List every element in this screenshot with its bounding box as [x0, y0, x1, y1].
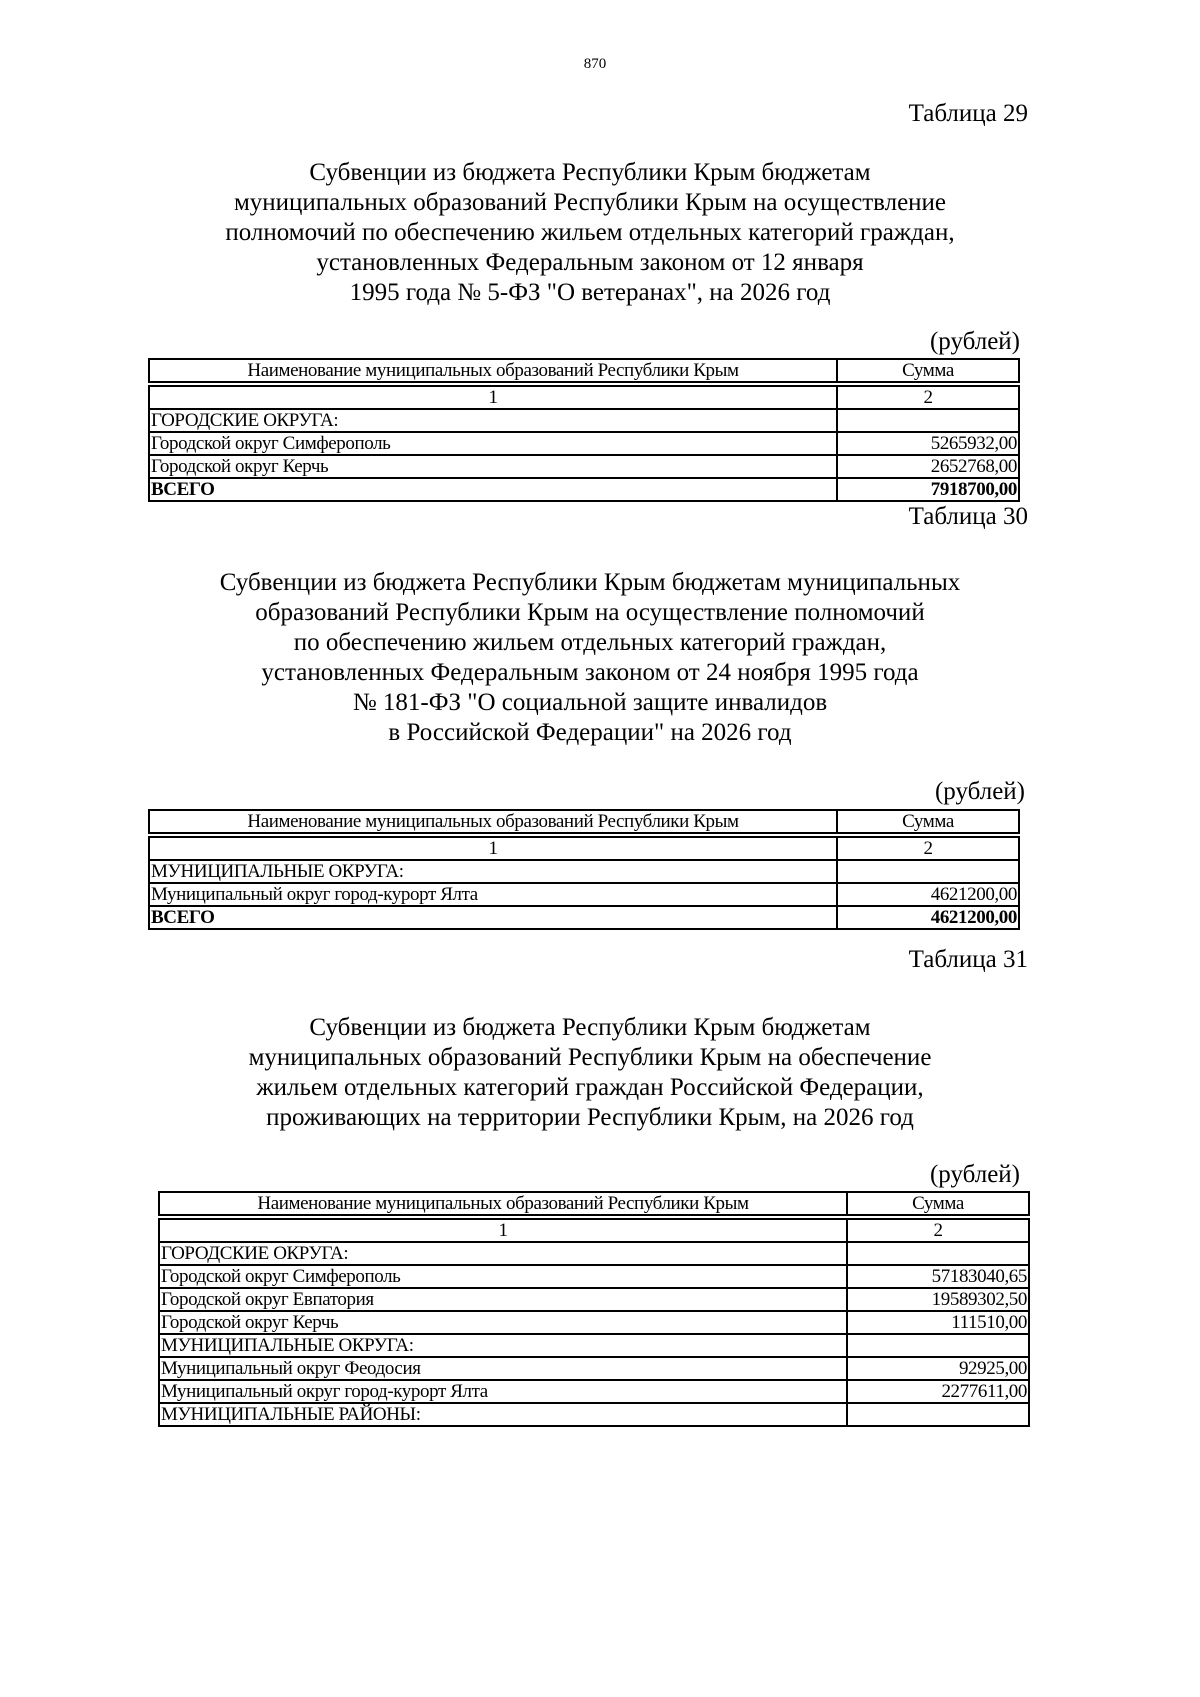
header-sum: Сумма: [837, 810, 1019, 833]
page-number: 870: [583, 56, 607, 72]
row-value: 19589302,50: [847, 1288, 1029, 1311]
row-name: Городской округ Симферополь: [149, 432, 837, 455]
table-row: [159, 1357, 1029, 1380]
table-title: [130, 1013, 1050, 1133]
table-row: [159, 1380, 1029, 1403]
row-value: 2277611,00: [847, 1380, 1029, 1403]
table-row: [159, 1334, 1029, 1357]
row-value: [837, 409, 1019, 432]
column-number: 2: [847, 1219, 1029, 1242]
title-line: установленных Федеральным законом от 12 января: [316, 249, 864, 276]
title-line: Субвенции из бюджета Республики Крым бюджетам: [309, 159, 871, 186]
row-name: Городской округ Керчь: [149, 455, 837, 478]
header-sum: Сумма: [847, 1192, 1029, 1215]
title-line: жильем отдельных категорий граждан Российской Федерации,: [256, 1074, 924, 1101]
row-value: [837, 860, 1019, 883]
table-row: [149, 860, 1019, 883]
table-label: Таблица 30: [908, 503, 1028, 530]
title-line: проживающих на территории Республики Крым, на 2026 год: [266, 1104, 914, 1131]
title-line: по обеспечению жильем отдельных категорий граждан,: [293, 629, 887, 656]
column-number: 2: [837, 837, 1019, 860]
row-name: МУНИЦИПАЛЬНЫЕ ОКРУГА:: [149, 860, 837, 883]
title-line: полномочий по обеспечению жильем отдельных категорий граждан,: [225, 219, 955, 246]
row-name: Муниципальный округ Феодосия: [159, 1357, 847, 1380]
header-name: Наименование муниципальных образований Республики Крым: [149, 359, 837, 382]
row-value: 4621200,00: [837, 906, 1019, 929]
row-name: Муниципальный округ город-курорт Ялта: [149, 883, 837, 906]
total-row: [149, 478, 1019, 501]
row-name: Городской округ Симферополь: [159, 1265, 847, 1288]
title-line: Субвенции из бюджета Республики Крым бюджетам муниципальных: [219, 569, 961, 596]
table-title: [130, 568, 1050, 748]
units-label: (рублей): [934, 778, 1025, 805]
row-value: [847, 1242, 1029, 1265]
column-number: 1: [159, 1219, 847, 1242]
title-line: муниципальных образований Республики Крым на обеспечение: [248, 1044, 932, 1071]
column-number-row: [159, 1219, 1029, 1242]
row-name: ГОРОДСКИЕ ОКРУГА:: [159, 1242, 847, 1265]
table-row: [149, 409, 1019, 432]
title-line: Субвенции из бюджета Республики Крым бюджетам: [309, 1014, 871, 1041]
row-value: 7918700,00: [837, 478, 1019, 501]
table-title: [130, 158, 1050, 308]
row-name: Городской округ Евпатория: [159, 1288, 847, 1311]
data-table: [148, 358, 1020, 502]
row-name: МУНИЦИПАЛЬНЫЕ РАЙОНЫ:: [159, 1403, 847, 1426]
column-number-row: [149, 386, 1019, 409]
row-value: 5265932,00: [837, 432, 1019, 455]
row-value: [847, 1334, 1029, 1357]
row-value: 111510,00: [847, 1311, 1029, 1334]
title-line: № 181-ФЗ "О социальной защите инвалидов: [352, 689, 828, 716]
table-row: [149, 455, 1019, 478]
row-value: 4621200,00: [837, 883, 1019, 906]
title-line: 1995 года № 5-ФЗ "О ветеранах", на 2026 год: [349, 279, 831, 306]
row-name: Городской округ Керчь: [159, 1311, 847, 1334]
row-value: 2652768,00: [837, 455, 1019, 478]
units-label: (рублей): [929, 1161, 1020, 1188]
title-line: муниципальных образований Республики Крым на осуществление: [233, 189, 947, 216]
row-name: ВСЕГО: [149, 906, 837, 929]
row-value: [847, 1403, 1029, 1426]
header-name: Наименование муниципальных образований Республики Крым: [159, 1192, 847, 1215]
title-line: образований Республики Крым на осуществление полномочий: [255, 599, 925, 626]
table-row: [159, 1311, 1029, 1334]
title-line: установленных Федеральным законом от 24 ноября 1995 года: [261, 659, 919, 686]
header-row: [159, 1192, 1029, 1215]
table-label: Таблица 29: [908, 100, 1028, 127]
total-row: [149, 906, 1019, 929]
row-value: 92925,00: [847, 1357, 1029, 1380]
header-row: [149, 359, 1019, 382]
table-row: [159, 1288, 1029, 1311]
row-name: ГОРОДСКИЕ ОКРУГА:: [149, 409, 837, 432]
table-label: Таблица 31: [908, 946, 1028, 973]
table-row: [159, 1265, 1029, 1288]
header-sum: Сумма: [837, 359, 1019, 382]
table-row: [149, 432, 1019, 455]
table-row: [149, 883, 1019, 906]
header-row: [149, 810, 1019, 833]
table-row: [159, 1242, 1029, 1265]
column-number: 1: [149, 837, 837, 860]
column-number: 2: [837, 386, 1019, 409]
row-value: 57183040,65: [847, 1265, 1029, 1288]
table-row: [159, 1403, 1029, 1426]
units-label: (рублей): [929, 328, 1020, 355]
row-name: Муниципальный округ город-курорт Ялта: [159, 1380, 847, 1403]
data-table: [148, 809, 1020, 930]
data-table: [158, 1191, 1030, 1427]
column-number: 1: [149, 386, 837, 409]
row-name: ВСЕГО: [149, 478, 837, 501]
row-name: МУНИЦИПАЛЬНЫЕ ОКРУГА:: [159, 1334, 847, 1357]
column-number-row: [149, 837, 1019, 860]
title-line: в Российской Федерации" на 2026 год: [388, 719, 792, 746]
header-name: Наименование муниципальных образований Республики Крым: [149, 810, 837, 833]
